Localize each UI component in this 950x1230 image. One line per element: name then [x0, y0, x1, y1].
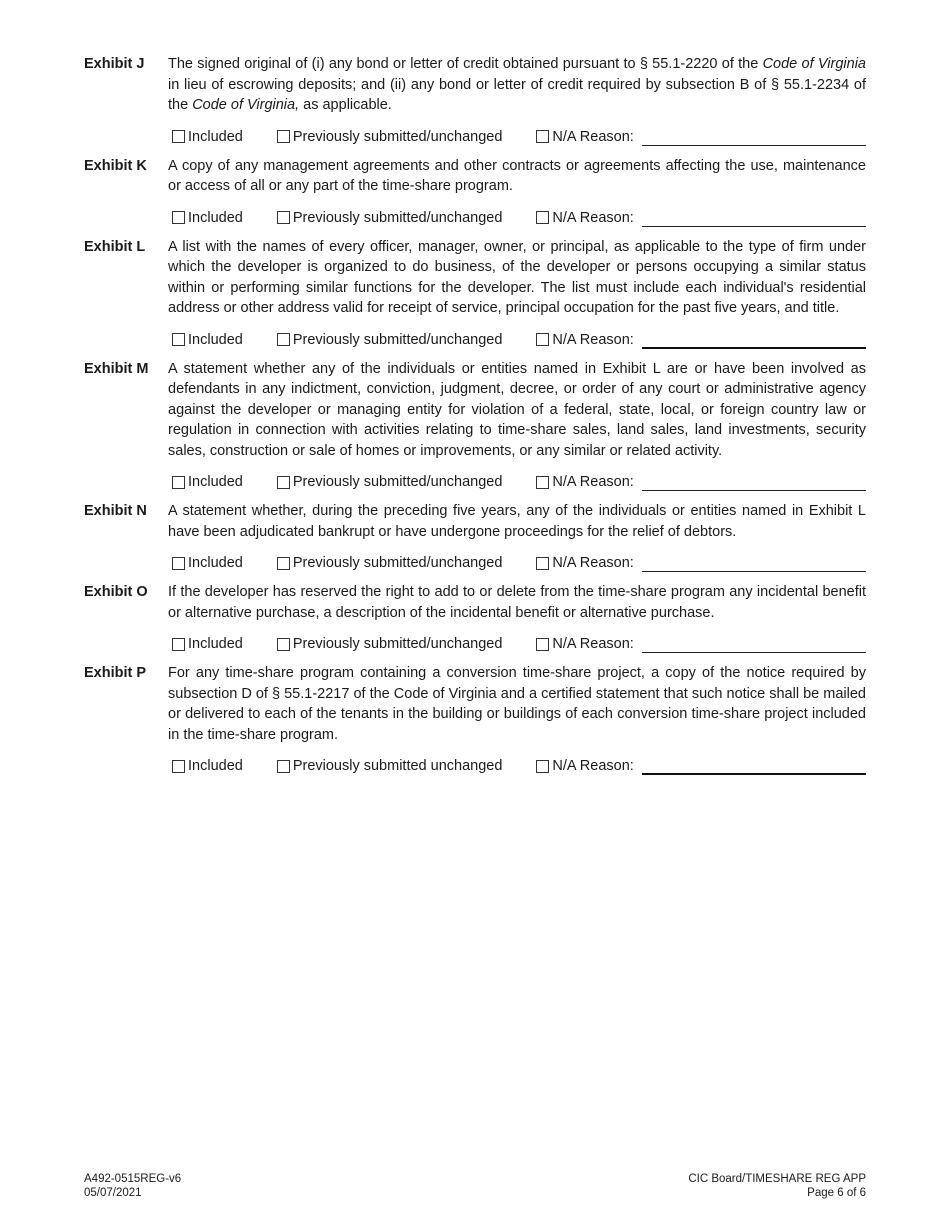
na-checkbox[interactable]	[536, 760, 549, 773]
previously-submitted-checkbox[interactable]	[277, 333, 290, 346]
na-reason-field[interactable]	[642, 553, 866, 572]
included-checkbox[interactable]	[172, 333, 185, 346]
form-date: 05/07/2021	[84, 1187, 142, 1199]
na-option[interactable]: N/A Reason:	[536, 757, 633, 775]
exhibit-m	[84, 359, 866, 462]
na-reason-field[interactable]	[642, 755, 866, 775]
included-option[interactable]: Included	[172, 635, 243, 653]
previously-submitted-checkbox[interactable]	[277, 760, 290, 773]
na-option[interactable]: N/A Reason:	[536, 554, 633, 572]
included-option[interactable]: Included	[172, 331, 243, 349]
exhibit-description: A statement whether any of the individuals or entities named in Exhibit L are or have been involved as defendants in any indictment, conviction, judgment, decree, or order of any court or administrative agency against the developer or managing entity for violation of a federal, state, local, or foreign country law or regulation in connection with activities relating to time-share sales, land sales, land investments, security sales, construction or sale of homes or improvements, or any similar or related activity.	[168, 360, 866, 459]
exhibit-description: A list with the names of every officer, manager, owner, or principal, as applicable to the type of firm under which the developer is organized to do business, of the developer or persons occupying a similar status within or performing similar functions for the developer. The list must include each individual's residential address or other address valid for receipt of service, principal occupation for the past five years, and title.	[168, 238, 866, 316]
board-name: CIC Board/TIMESHARE REG APP	[688, 1173, 866, 1185]
form-id: A492-0515REG-v6	[84, 1173, 182, 1185]
previously-submitted-option[interactable]: Previously submitted/unchanged	[277, 331, 503, 349]
na-option[interactable]: N/A Reason:	[536, 128, 633, 146]
previously-submitted-option[interactable]: Previously submitted/unchanged	[277, 209, 503, 227]
na-checkbox[interactable]	[536, 130, 549, 143]
previously-submitted-option[interactable]: Previously submitted/unchanged	[277, 635, 503, 653]
na-option[interactable]: N/A Reason:	[536, 635, 633, 653]
included-checkbox[interactable]	[172, 211, 185, 224]
included-option[interactable]: Included	[172, 554, 243, 572]
exhibit-p	[84, 663, 866, 745]
na-reason-field[interactable]	[642, 634, 866, 653]
previously-submitted-checkbox[interactable]	[277, 638, 290, 651]
previously-submitted-checkbox[interactable]	[277, 211, 290, 224]
na-reason-field[interactable]	[642, 208, 866, 227]
previously-submitted-checkbox[interactable]	[277, 130, 290, 143]
exhibit-o-options	[172, 633, 866, 653]
previously-submitted-option[interactable]: Previously submitted/unchanged	[277, 554, 503, 572]
na-checkbox[interactable]	[536, 211, 549, 224]
na-option[interactable]: N/A Reason:	[536, 331, 633, 349]
na-checkbox[interactable]	[536, 638, 549, 651]
exhibit-j-options	[172, 126, 866, 146]
included-option[interactable]: Included	[172, 473, 243, 491]
exhibit-label: Exhibit L	[84, 238, 146, 255]
exhibit-p-options	[172, 755, 866, 775]
na-checkbox[interactable]	[536, 333, 549, 346]
exhibit-l-options	[172, 329, 866, 349]
previously-submitted-checkbox[interactable]	[277, 557, 290, 570]
included-option[interactable]: Included	[172, 209, 243, 227]
exhibit-description: The signed original of (i) any bond or letter of credit obtained pursuant to § 55.1-2220 of the Code of Virginia in lieu of escrowing deposits; and (ii) any bond or letter of credit required by subsection B of § 55.1-2234 of the Code of Virginia, as applicable.	[168, 56, 866, 113]
exhibit-j	[84, 54, 866, 116]
included-checkbox[interactable]	[172, 557, 185, 570]
exhibit-m-options	[172, 471, 866, 491]
na-option[interactable]: N/A Reason:	[536, 209, 633, 227]
exhibit-label: Exhibit N	[84, 503, 147, 519]
exhibit-description: A copy of any management agreements and other contracts or agreements affecting the use, maintenance or access of all or any part of the time-share program.	[168, 157, 866, 194]
exhibit-label: Exhibit O	[84, 584, 148, 600]
footer-form-info	[84, 1172, 181, 1200]
included-checkbox[interactable]	[172, 760, 185, 773]
na-checkbox[interactable]	[536, 557, 549, 570]
exhibit-description: For any time-share program containing a conversion time-share project, a copy of the notice required by subsection D of § 55.1-2217 of the Code of Virginia and a certified statement that such notice shall be mailed or delivered to each of the tenants in the building or buildings of each conversion time-share project included in the time-share program.	[168, 665, 866, 743]
previously-submitted-option[interactable]: Previously submitted unchanged	[277, 757, 503, 775]
exhibit-label: Exhibit K	[84, 157, 147, 174]
included-option[interactable]: Included	[172, 128, 243, 146]
included-checkbox[interactable]	[172, 476, 185, 489]
exhibit-l	[84, 237, 866, 319]
footer-page-info	[688, 1172, 866, 1200]
na-reason-field[interactable]	[642, 472, 866, 491]
exhibit-description: If the developer has reserved the right to add to or delete from the time-share program any incidental benefit or alternative purchase, a description of the incidental benefit or alternative purchase.	[168, 584, 866, 621]
exhibit-k-options	[172, 207, 866, 227]
exhibit-o	[84, 582, 866, 623]
page-number: Page 6 of 6	[807, 1187, 866, 1199]
exhibit-k	[84, 156, 866, 197]
na-reason-field[interactable]	[642, 329, 866, 349]
previously-submitted-option[interactable]: Previously submitted/unchanged	[277, 128, 503, 146]
previously-submitted-option[interactable]: Previously submitted/unchanged	[277, 473, 503, 491]
exhibit-label: Exhibit P	[84, 665, 147, 681]
exhibit-label: Exhibit J	[84, 56, 145, 72]
exhibit-description: A statement whether, during the preceding five years, any of the individuals or entities named in Exhibit L have been adjudicated bankrupt or have undergone proceedings for the relief of debtors.	[168, 503, 866, 540]
exhibit-label: Exhibit M	[84, 360, 149, 377]
previously-submitted-checkbox[interactable]	[277, 476, 290, 489]
included-option[interactable]: Included	[172, 757, 243, 775]
na-reason-field[interactable]	[642, 127, 866, 146]
na-option[interactable]: N/A Reason:	[536, 473, 633, 491]
included-checkbox[interactable]	[172, 638, 185, 651]
exhibit-n-options	[172, 552, 866, 572]
form-page	[84, 54, 866, 775]
exhibit-n	[84, 501, 866, 542]
na-checkbox[interactable]	[536, 476, 549, 489]
included-checkbox[interactable]	[172, 130, 185, 143]
